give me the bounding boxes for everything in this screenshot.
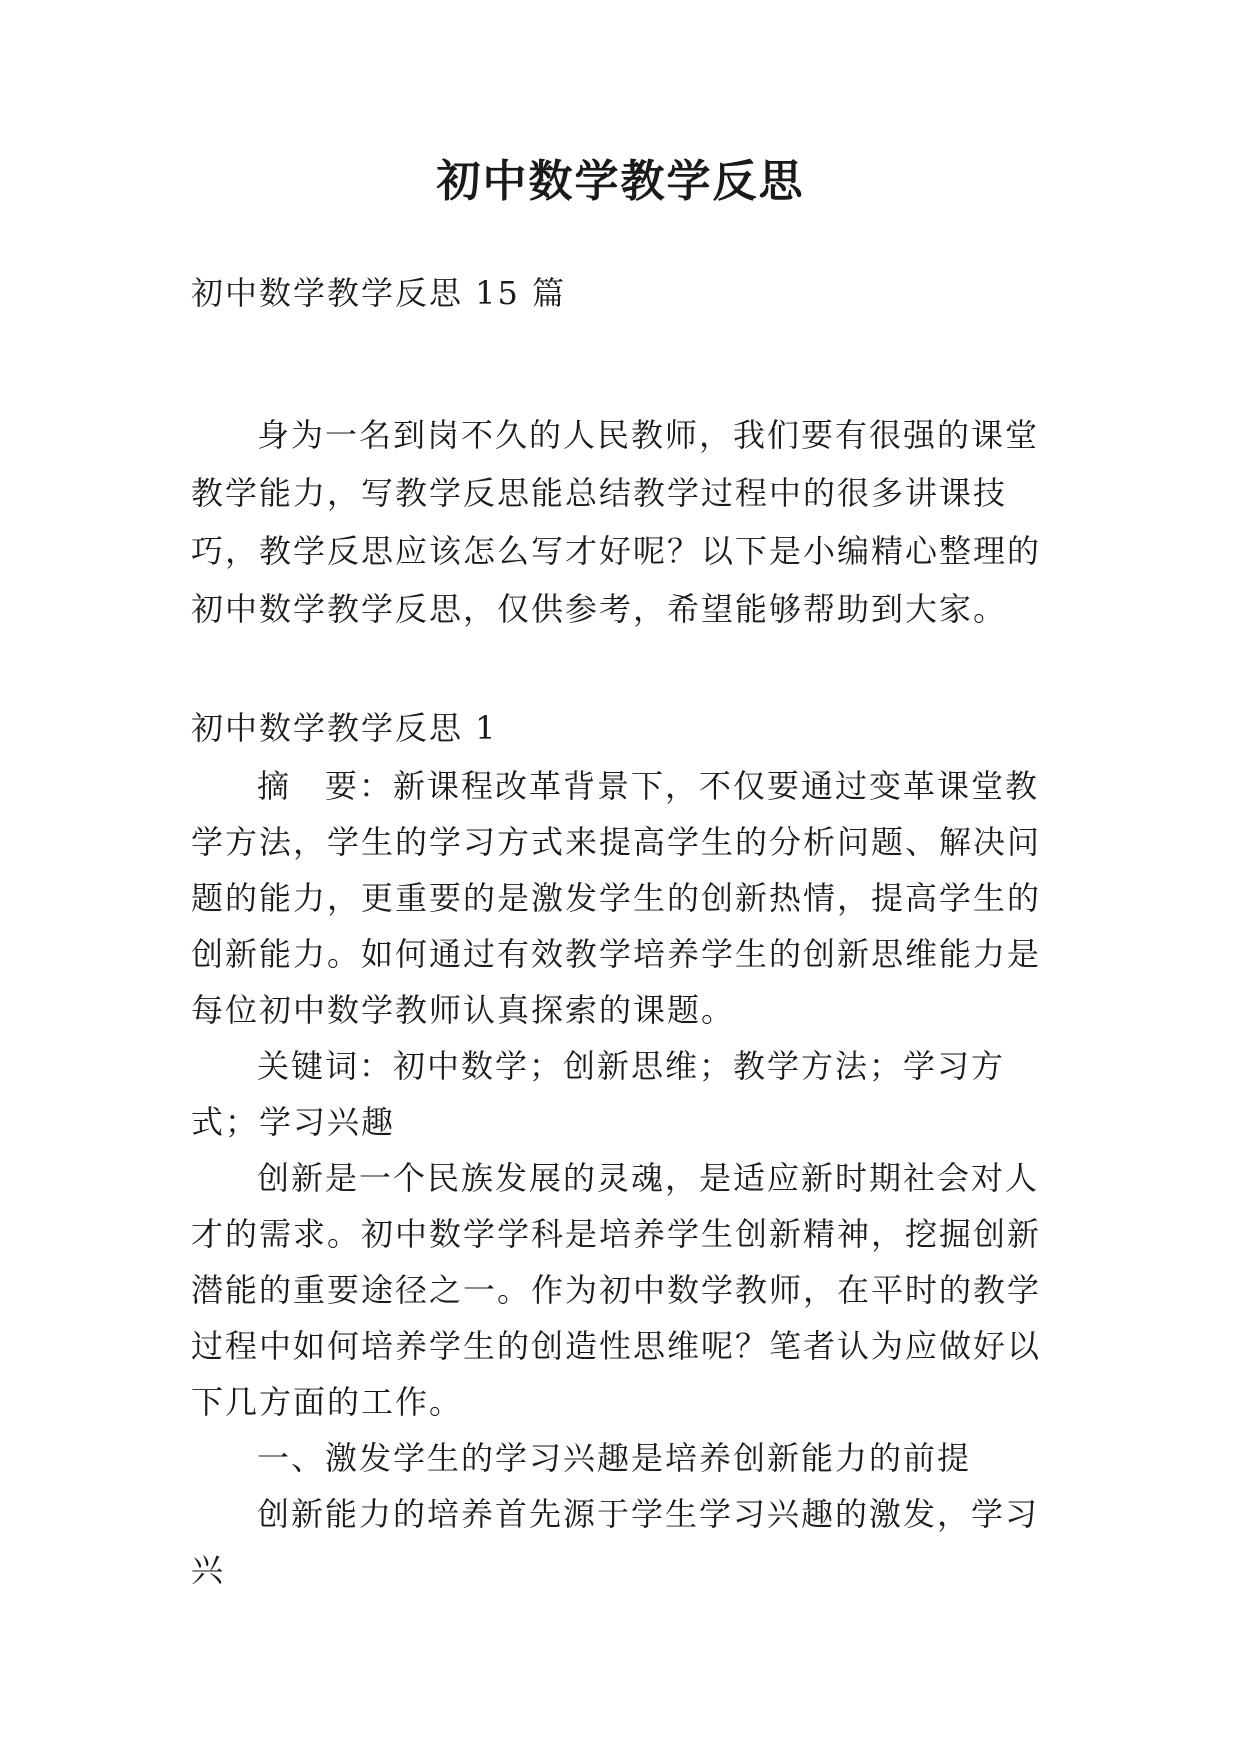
document-title: 初中数学教学反思 [436, 156, 805, 207]
section-heading: 初中数学教学反思 1 [191, 709, 498, 747]
point-heading: 一、激发学生的学习兴趣是培养创新能力的前提 [257, 1439, 972, 1477]
section-1 [191, 700, 1056, 1598]
body-paragraph: 创新能力的培养首先源于学生学习兴趣的激发，学习兴 [191, 1495, 1040, 1589]
abstract-paragraph: 摘 要：新课程改革背景下，不仅要通过变革课堂教学方法，学生的学习方式来提高学生的分析问题、解决问题的能力，更重要的是激发学生的创新热情，提高学生的创新能力。如何通过有效教学培养学生的创新思维能力是每位初中数学教师认真探索的课题。 [191, 767, 1042, 1029]
body-paragraph: 创新是一个民族发展的灵魂，是适应新时期社会对人才的需求。初中数学学科是培养学生创新精神，挖掘创新潜能的重要途径之一。作为初中数学教师，在平时的教学过程中如何培养学生的创造性思维呢？笔者认为应做好以下几方面的工作。 [191, 1159, 1042, 1421]
document-subtitle: 初中数学教学反思 15 篇 [191, 274, 567, 312]
intro-paragraph: 身为一名到岗不久的人民教师，我们要有很强的课堂教学能力，写教学反思能总结教学过程中的很多讲课技巧，教学反思应该怎么写才好呢？以下是小编精心整理的初中数学教学反思，仅供参考，希望能够帮助到大家。 [191, 416, 1042, 628]
keywords-paragraph: 关键词：初中数学；创新思维；教学方法；学习方式；学习兴趣 [191, 1047, 1006, 1141]
